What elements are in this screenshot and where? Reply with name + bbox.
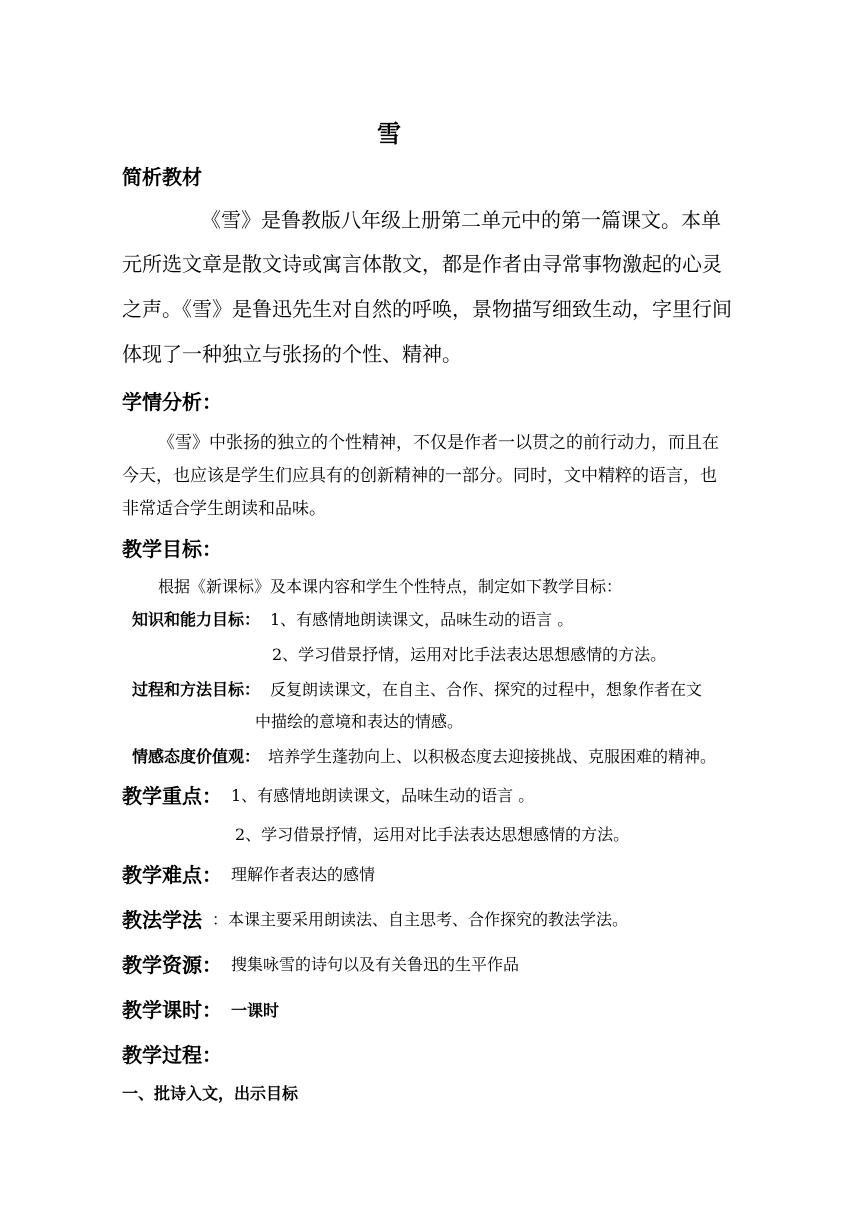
knowledge-goal-label: 知识和能力目标： xyxy=(132,610,261,629)
heading-zhongdian: 教学重点： xyxy=(122,784,222,808)
process-step-heading: 一、批诗入文，出示目标 xyxy=(122,1084,299,1103)
difficulty-text: 理解作者表达的感情 xyxy=(231,865,376,884)
paragraph-line: 《雪》是鲁教版八年级上册第二单元中的第一篇课文。本单 xyxy=(201,208,721,232)
document-title: 雪 xyxy=(377,119,401,148)
paragraph-line: 今天，也应该是学生们应具有的创新精神的一部分。同时，文中精粹的语言，也 xyxy=(122,466,717,486)
emotion-goal-label: 情感态度价值观： xyxy=(132,747,261,766)
heading-jiaofa: 教法学法 xyxy=(122,908,202,932)
emotion-goal-text: 培养学生蓬勃向上、以积极态度去迎接挑战、克服困难的精神。 xyxy=(268,747,717,766)
heading-keshi: 教学课时： xyxy=(122,998,222,1022)
heading-mubiao: 教学目标： xyxy=(122,537,222,561)
paragraph-line: 《雪》中张扬的独立的个性精神，不仅是作者一以贯之的前行动力，而且在 xyxy=(158,433,719,453)
heading-nandian: 教学难点： xyxy=(122,863,222,887)
lesson-count-text: 一课时 xyxy=(231,1001,280,1020)
heading-jianxi: 简析教材 xyxy=(122,165,202,189)
heading-ziyuan: 教学资源： xyxy=(122,953,222,977)
method-text: ：本课主要采用朗读法、自主思考、合作探究的教法学法。 xyxy=(212,910,629,929)
process-goal-text: 中描绘的意境和表达的情感。 xyxy=(255,712,464,731)
key-point-item: 1、有感情地朗读课文，品味生动的语言 。 xyxy=(231,786,535,805)
process-goal-text: 反复朗读课文，在自主、合作、探究的过程中，想象作者在文 xyxy=(270,680,703,699)
paragraph-line: 非常适合学生朗读和品味。 xyxy=(122,499,326,519)
paragraph-line: 体现了一种独立与张扬的个性、精神。 xyxy=(122,342,462,366)
goals-intro: 根据《新课标》及本课内容和学生个性特点，制定如下教学目标： xyxy=(158,577,623,596)
heading-xueqing: 学情分析： xyxy=(122,390,222,414)
resources-text: 搜集咏雪的诗句以及有关鲁迅的生平作品 xyxy=(231,955,520,974)
paragraph-line: 之声。《雪》是鲁迅先生对自然的呼唤，景物描写细致生动，字里行间 xyxy=(122,297,732,321)
heading-guocheng: 教学过程： xyxy=(122,1043,222,1067)
paragraph-line: 元所选文章是散文诗或寓言体散文，都是作者由寻常事物激起的心灵 xyxy=(122,252,722,276)
knowledge-goal-item: 2、学习借景抒情，运用对比手法表达思想感情的方法。 xyxy=(272,645,667,664)
key-point-item: 2、学习借景抒情，运用对比手法表达思想感情的方法。 xyxy=(235,825,630,844)
knowledge-goal-item: 1、有感情地朗读课文，品味生动的语言 。 xyxy=(270,610,574,629)
process-goal-label: 过程和方法目标： xyxy=(132,680,261,699)
